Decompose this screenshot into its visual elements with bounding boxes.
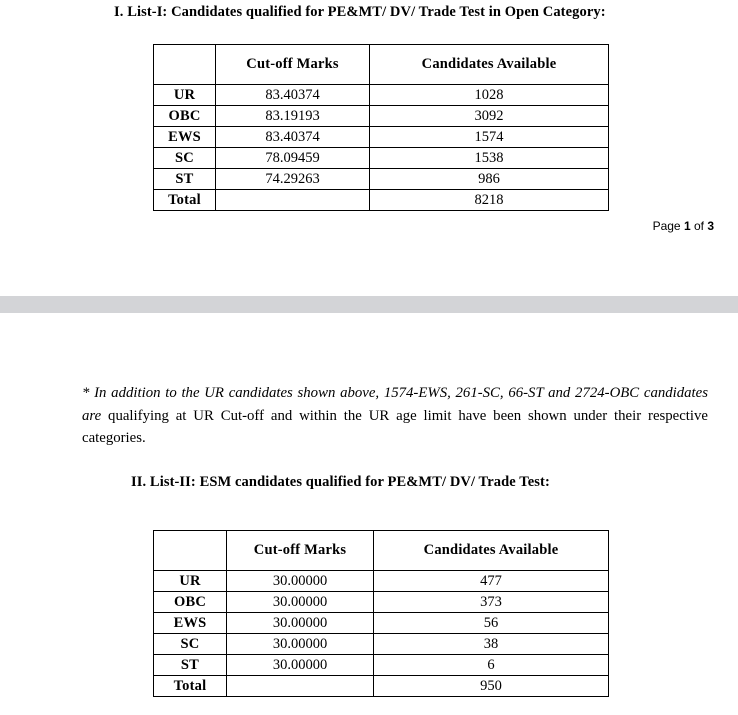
table-row (154, 169, 609, 190)
cell-category: UR (154, 571, 227, 592)
table-header-row (154, 531, 609, 571)
cell-available-total: 8218 (370, 190, 609, 211)
cell-cutoff: 30.00000 (227, 634, 374, 655)
cell-available: 1538 (370, 148, 609, 169)
table-row (154, 127, 609, 148)
table-header-row (154, 45, 609, 85)
cell-cutoff: 30.00000 (227, 571, 374, 592)
cell-available: 1028 (370, 85, 609, 106)
cell-category: OBC (154, 106, 216, 127)
page-separator-band (0, 296, 738, 313)
cell-available: 373 (374, 592, 609, 613)
cell-category: UR (154, 85, 216, 106)
cell-cutoff: 83.40374 (216, 85, 370, 106)
cell-cutoff: 83.40374 (216, 127, 370, 148)
page-footer-middle: of (690, 219, 708, 233)
table-row (154, 148, 609, 169)
cell-category-total: Total (154, 676, 227, 697)
cell-available: 56 (374, 613, 609, 634)
cell-cutoff: 74.29263 (216, 169, 370, 190)
table-row (154, 613, 609, 634)
cell-available-total: 950 (374, 676, 609, 697)
cell-available: 3092 (370, 106, 609, 127)
cell-category: OBC (154, 592, 227, 613)
cell-cutoff: 78.09459 (216, 148, 370, 169)
cell-category: EWS (154, 127, 216, 148)
cell-cutoff-total (227, 676, 374, 697)
column-header-cutoff-marks: Cut-off Marks (216, 45, 370, 85)
cell-available: 986 (370, 169, 609, 190)
page-footer-current: 1 (683, 219, 691, 233)
column-header-cutoff-marks: Cut-off Marks (227, 531, 374, 571)
cell-available: 1574 (370, 127, 609, 148)
cell-category: SC (154, 634, 227, 655)
page-footer-prefix: Page (652, 219, 684, 233)
cell-available: 477 (374, 571, 609, 592)
cell-category: EWS (154, 613, 227, 634)
table-list-ii (153, 530, 609, 697)
cell-available: 6 (374, 655, 609, 676)
cell-cutoff: 30.00000 (227, 655, 374, 676)
page-footer-total: 3 (707, 219, 714, 233)
column-header-category (154, 531, 227, 571)
table-row (154, 85, 609, 106)
cell-cutoff: 30.00000 (227, 592, 374, 613)
cell-cutoff: 30.00000 (227, 613, 374, 634)
section-heading-list-ii: II. List-II: ESM candidates qualified for PE&MT/ DV/ Trade Test: (131, 474, 550, 490)
cell-category: SC (154, 148, 216, 169)
column-header-candidates-available: Candidates Available (374, 531, 609, 571)
cell-category: ST (154, 655, 227, 676)
table-list-i (153, 44, 609, 211)
note-italic-text: * In addition to the UR candidates shown above, 1574-EWS, 261-SC, 66-ST and 2724-OBC candidates are (82, 385, 708, 424)
cell-category: ST (154, 169, 216, 190)
cell-cutoff-total (216, 190, 370, 211)
column-header-category (154, 45, 216, 85)
cell-category-total: Total (154, 190, 216, 211)
section-heading-list-i: I. List-I: Candidates qualified for PE&MT/ DV/ Trade Test in Open Category: (114, 4, 606, 20)
table-row-total (154, 676, 609, 697)
note-plain-text: qualifying at UR Cut-off and within the UR age limit have been shown under their respective categories. (82, 407, 708, 446)
table-row (154, 634, 609, 655)
cell-cutoff: 83.19193 (216, 106, 370, 127)
table-row-total (154, 190, 609, 211)
note-paragraph (82, 382, 708, 450)
column-header-candidates-available: Candidates Available (370, 45, 609, 85)
table-row (154, 571, 609, 592)
table-row (154, 655, 609, 676)
cell-available: 38 (374, 634, 609, 655)
page-number-footer (653, 219, 714, 233)
table-row (154, 592, 609, 613)
table-row (154, 106, 609, 127)
